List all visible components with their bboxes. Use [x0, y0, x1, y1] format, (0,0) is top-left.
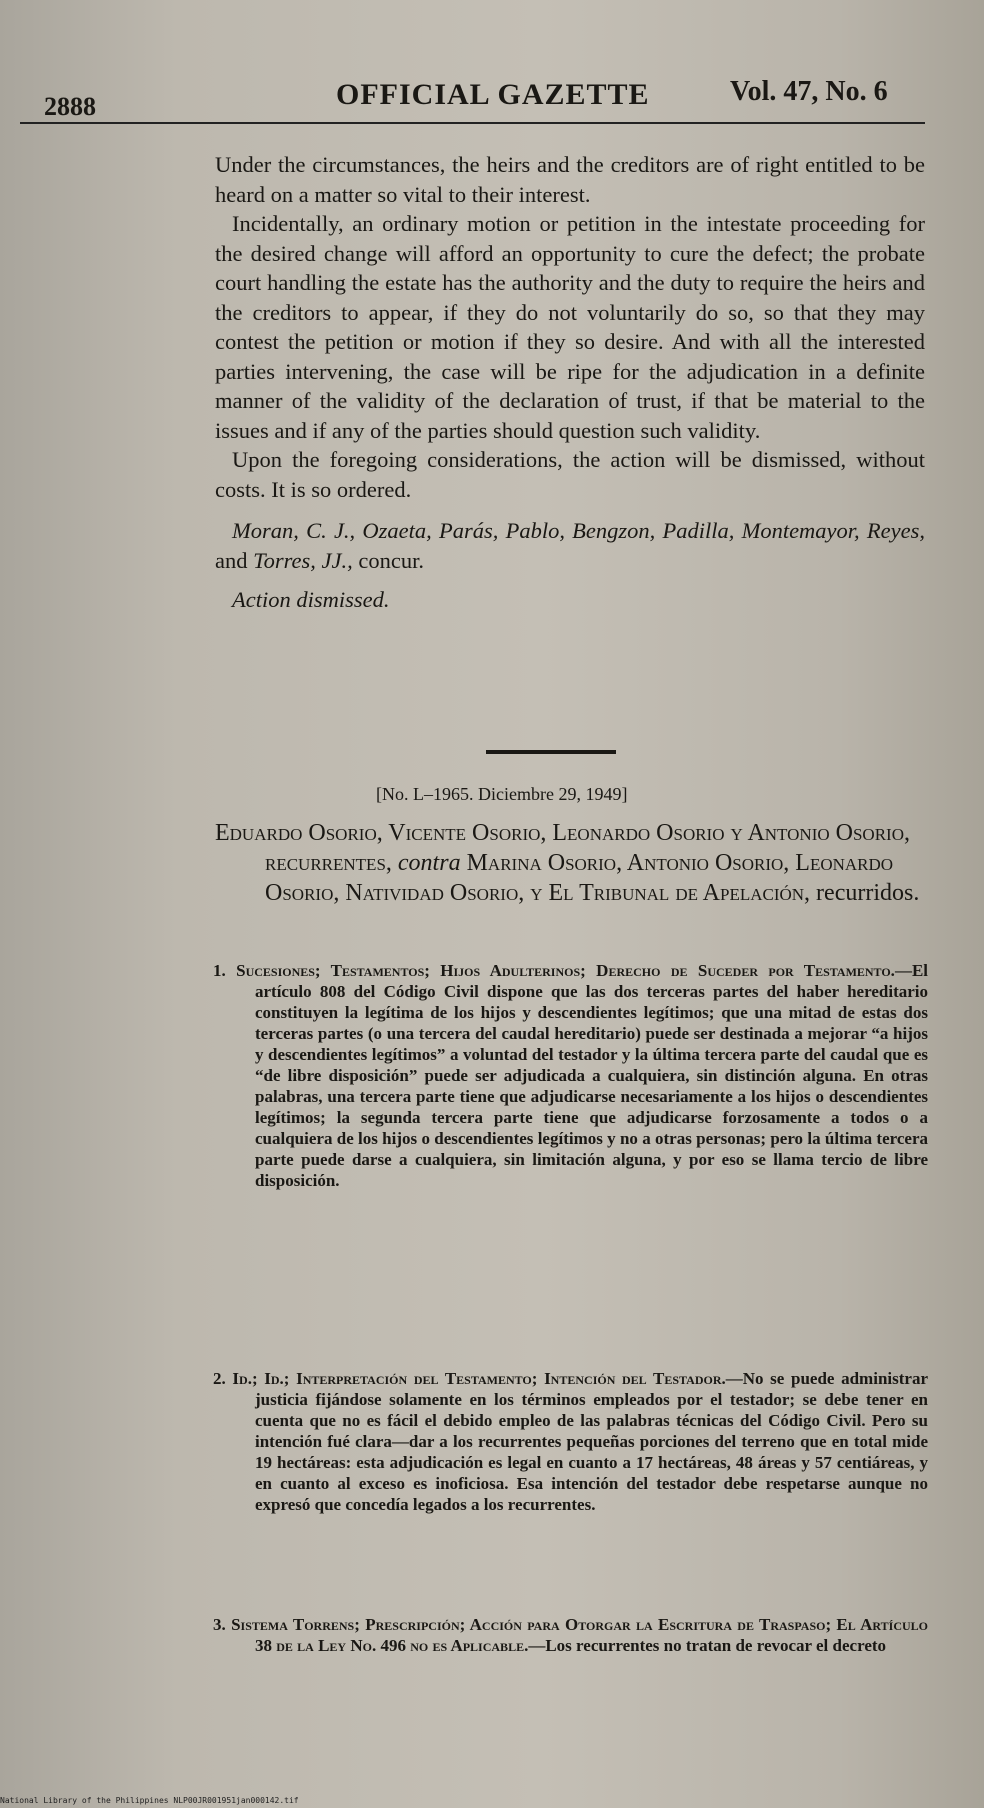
- contra-word: contra: [397, 850, 461, 876]
- petitioners: Eduardo Osorio, Vicente Osorio, Leonardo Osorio y Antonio Osorio, recurrentes,: [215, 820, 910, 876]
- concurring-justices: Moran, C. J., Ozaeta, Parás, Pablo, Bengzon, Padilla, Montemayor, Reyes,: [232, 518, 925, 543]
- syllabus-number: 1.: [213, 961, 226, 980]
- decision-body: [215, 150, 925, 615]
- header-rule: [20, 122, 925, 124]
- concur-word: concur.: [358, 547, 424, 573]
- syllabus-item: [213, 1368, 928, 1515]
- concurrence: [215, 516, 925, 575]
- syllabus-text: —No se puede administrar justicia fijándose solamente en los términos empleados por el testador; se debe tener en cuenta que no es fácil el debido empleo de las palabras técnicas del Código Civil. Pero su intención fué clara—dar a los recurrentes pequeñas porciones del terreno que en total mide 19 hectáreas: esta adjudicación es legal en cuanto a 17 hectáreas, 48 áreas y 57 centiáreas, y en cuanto al exceso es inoficiosa. Esa intención del testador debe respetarse aunque no expresó que concedía legados a los recurrentes.: [255, 1369, 928, 1514]
- paragraph-1: Under the circumstances, the heirs and the creditors are of right entitled to be heard on a matter so vital to their interest.: [215, 152, 925, 207]
- syllabus-item: [213, 1614, 928, 1656]
- scan-footer: National Library of the Philippines NLP00JR001951jan000142.tif: [0, 1796, 299, 1805]
- paragraph-3: Upon the foregoing considerations, the action will be dismissed, without costs. It is so ordered.: [215, 447, 925, 502]
- syllabus-heading: Sucesiones; Testamentos; Hijos Adulterinos; Derecho de Suceder por Testamento.: [236, 961, 895, 980]
- syllabus-heading: Id.; Id.; Interpretación del Testamento; Intención del Testador.: [232, 1369, 726, 1388]
- respondents: Marina Osorio, Antonio Osorio, Leonardo Osorio, Natividad Osorio, y El Tribunal de Apelación,: [265, 850, 894, 906]
- concurring-torres: Torres, JJ.,: [253, 547, 353, 573]
- disposition-text: Action dismissed.: [232, 587, 390, 612]
- respondents-label: recurridos.: [816, 880, 920, 906]
- syllabus-number: 3.: [213, 1615, 226, 1634]
- concur-and: and: [215, 547, 248, 573]
- section-separator: [486, 750, 616, 754]
- disposition: [215, 585, 925, 615]
- syllabus-item: [213, 960, 928, 1191]
- running-title: OFFICIAL GAZETTE: [336, 78, 650, 111]
- paragraph-2: Incidentally, an ordinary motion or petition in the intestate proceeding for the desired change will afford an opportunity to cure the defect; the probate court handling the estate has the authority and the duty to require the heirs and the creditors to appear, if they do not voluntarily do so, so that they may contest the petition or motion if they so desire. And with all the interested parties intervening, the case will be ripe for the adjudication in a definite manner of the validity of the declaration of trust, if that be material to the issues and if any of the parties should question such validity.: [215, 211, 925, 443]
- parties-line: [215, 818, 925, 908]
- case-parties: [215, 818, 925, 908]
- syllabus-heading: Sistema Torrens; Prescripción; Acción para Otorgar la Escritura de Traspaso; El Artículo 38 de la Ley No. 496 no es Aplicable.: [231, 1615, 929, 1655]
- page-number: 2888: [44, 92, 96, 121]
- volume-number: Vol. 47, No. 6: [730, 76, 888, 107]
- page-header: [0, 70, 984, 130]
- syllabus-text: —Los recurrentes no tratan de revocar el decreto: [528, 1636, 887, 1655]
- syllabus-text: —El artículo 808 del Código Civil dispone que las dos terceras partes del haber hereditario constituyen la legítima de los hijos y descendientes legítimos; que una mitad de estas dos terceras partes (o una tercera del caudal hereditario) puede ser destinada a mejorar “a hijos y descendientes legítimos” a voluntad del testador y la última tercera parte del caudal que es “de libre disposición” puede ser adjudicada a cualquiera, sin distinción alguna. En otras palabras, una tercera parte tiene que adjudicarse necesariamente a los hijos o descendientes legítimos; la segunda tercera parte tiene que adjudicarse forzosamente a todos o a cualquiera de los hijos o descendientes legítimos y no a otras personas; pero la última tercera parte puede darse a cualquiera, sin limitación alguna, y por eso se llama tercio de libre disposición.: [255, 961, 928, 1190]
- case-citation: [No. L–1965. Diciembre 29, 1949]: [376, 784, 628, 804]
- syllabus-number: 2.: [213, 1369, 226, 1388]
